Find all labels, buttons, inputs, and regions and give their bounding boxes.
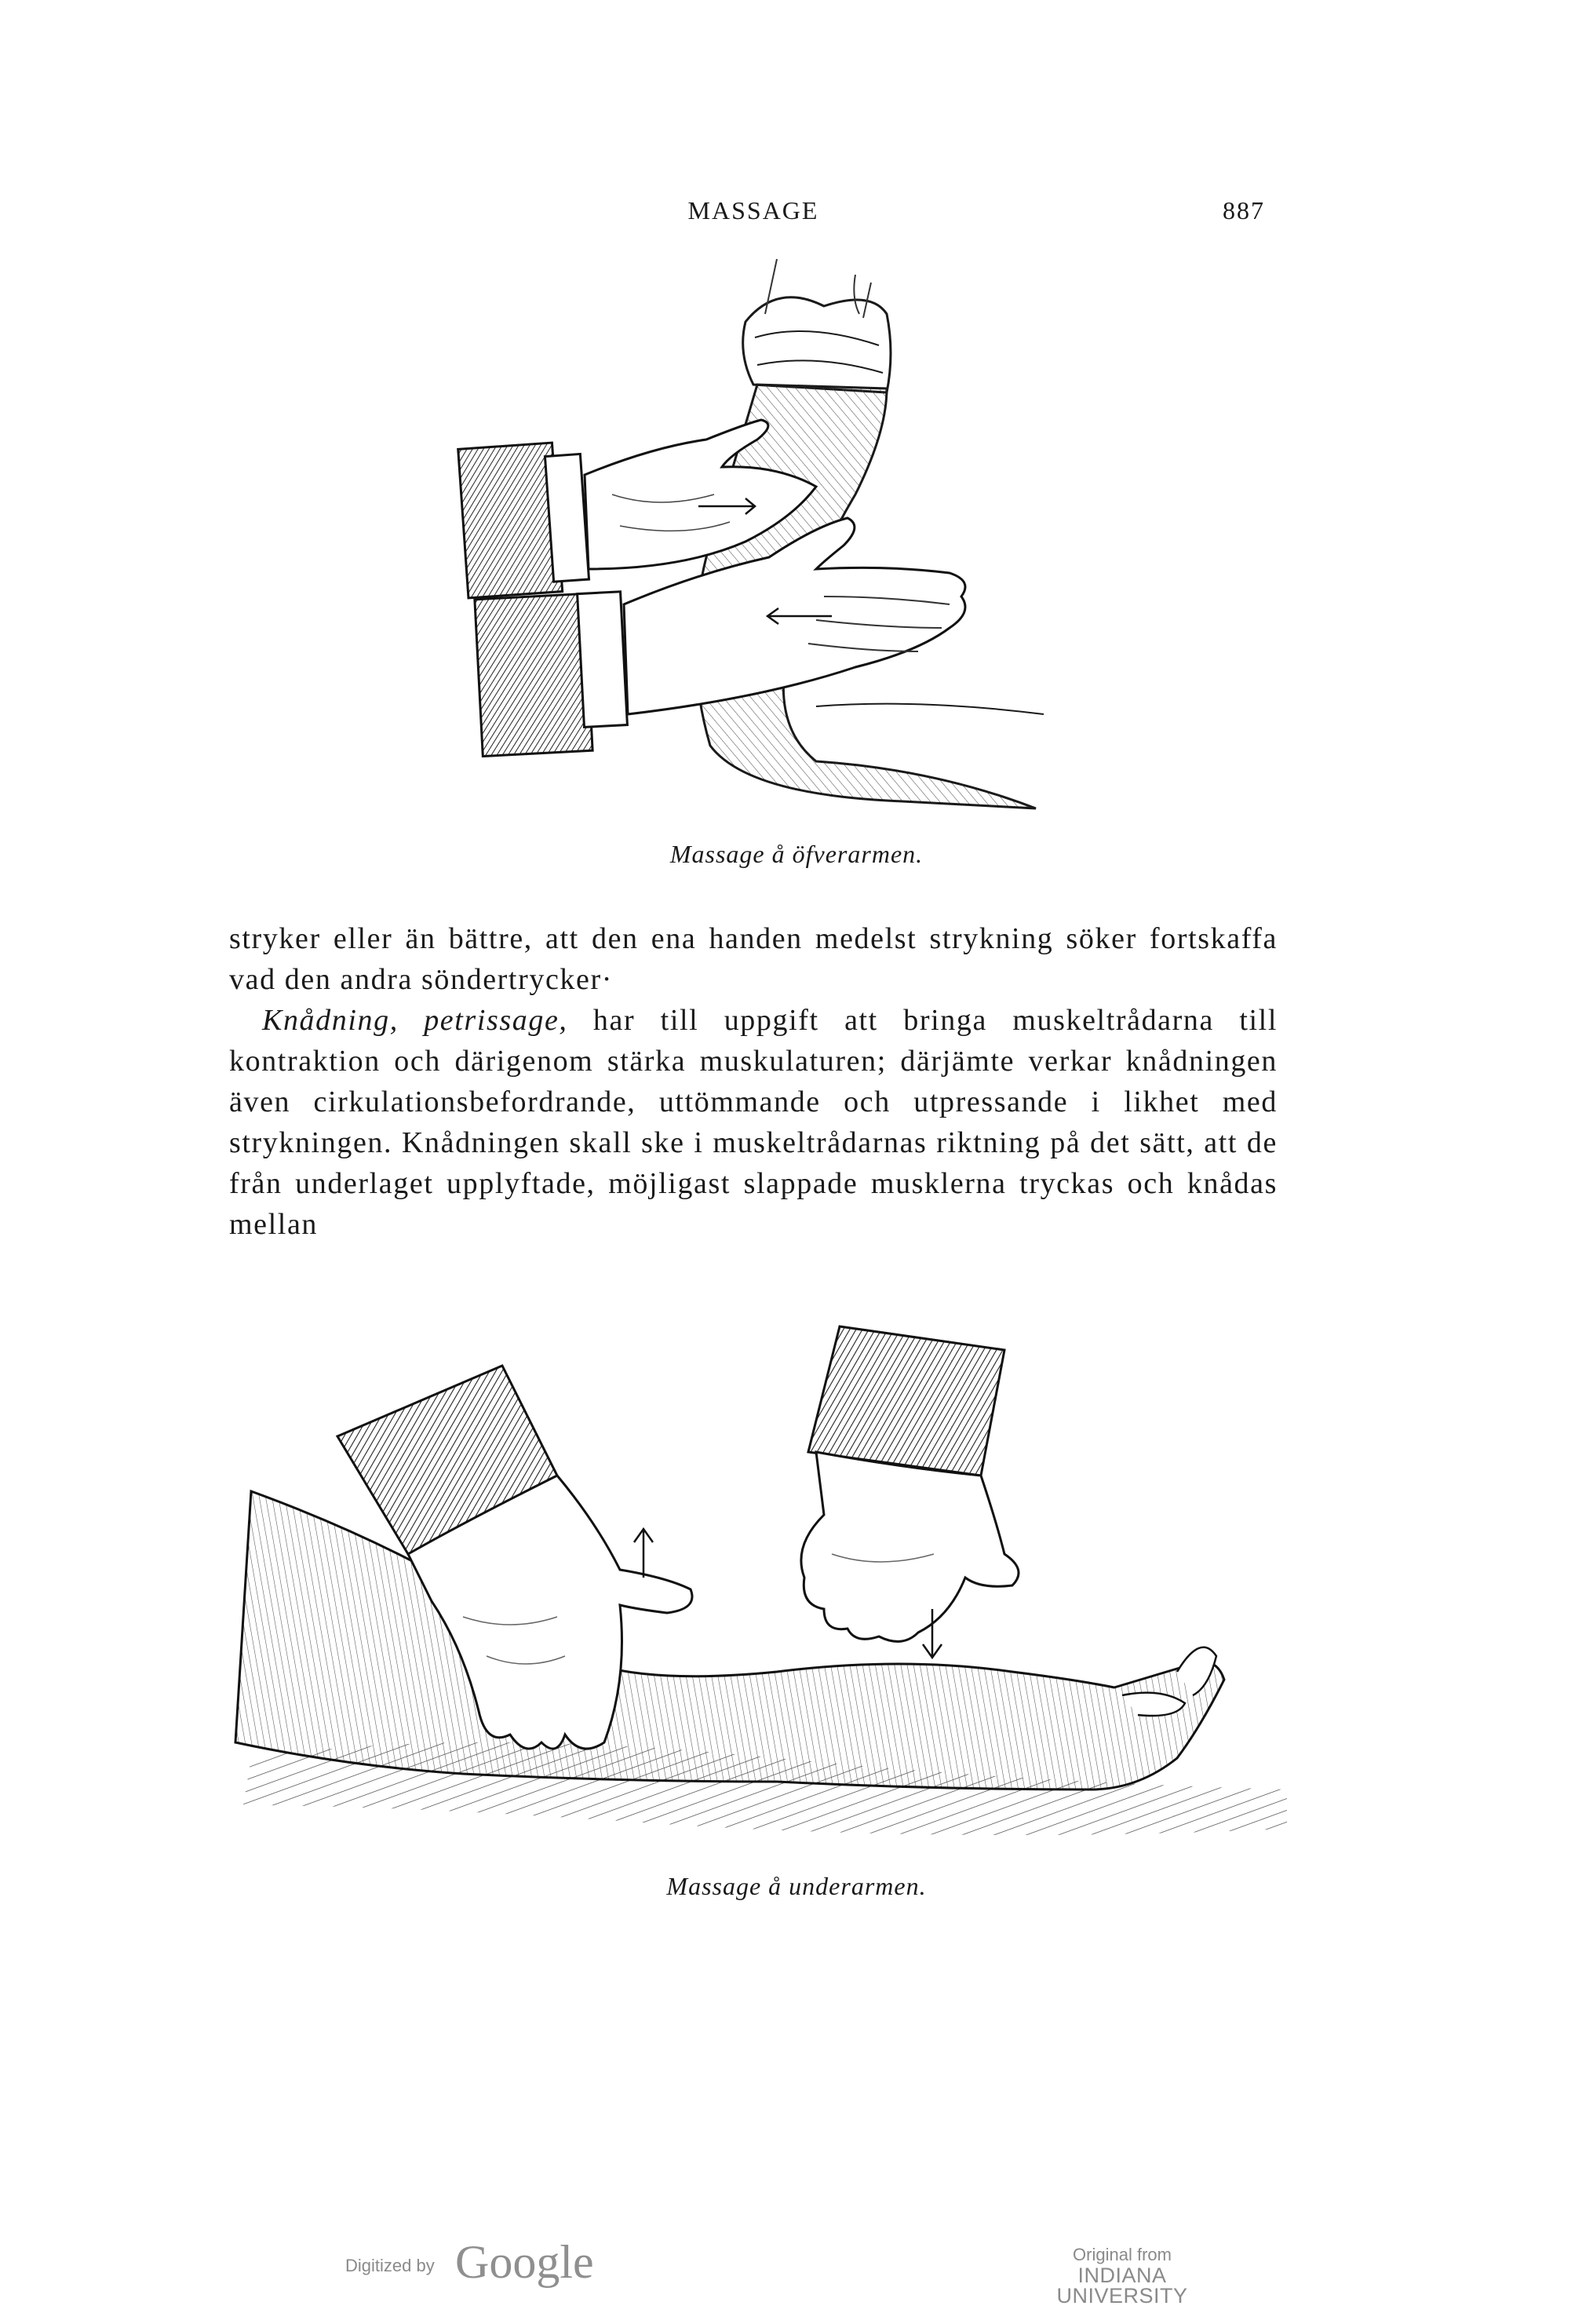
- body-text: [229, 918, 1278, 1245]
- original-from-label: Original from: [1073, 2245, 1172, 2264]
- figure-forearm-massage: [228, 1319, 1295, 1868]
- google-logo: Google: [455, 2236, 594, 2288]
- figure-caption-upper-arm: Massage å öfverarmen.: [669, 840, 924, 868]
- figure-caption-forearm: Massage å underarmen.: [666, 1872, 927, 1900]
- hands-stroking-upper-arm-engraving-icon: [447, 259, 1059, 824]
- hands-kneading-forearm-engraving-icon: [228, 1319, 1295, 1868]
- running-head: [228, 196, 1279, 235]
- digitized-by-label: Digitized by: [345, 2256, 435, 2275]
- paragraph-2-text: har till uppgift att bringa muskeltrådarna till kontraktion och därigenom stärka muskulaturen; därjämte verkar knådningen även cirkulationsbefordrande, uttömmande och utpressande i likhet med strykningen. Knådningen skall ske i muskeltrådarnas riktning på det sätt, att de från underlaget upplyftade, möjligast slappade musklerna tryckas och knådas mellan: [229, 1004, 1278, 1241]
- page-number: 887: [1223, 196, 1265, 224]
- institution-name: INDIANA UNIVERSITY: [1056, 2264, 1188, 2308]
- paragraph-1: stryker eller än bättre, att den ena handen medelst strykning söker fortskaffa vad den andra söndertrycker·: [229, 922, 1278, 996]
- original-from-block: [1012, 2245, 1232, 2306]
- figure-upper-arm-massage: [447, 259, 1059, 824]
- paragraph-2: [229, 1000, 1278, 1245]
- running-title: MASSAGE: [687, 196, 819, 224]
- digitization-footer: [0, 2236, 1593, 2308]
- paragraph-2-term: Knådning, petrissage,: [262, 1004, 568, 1037]
